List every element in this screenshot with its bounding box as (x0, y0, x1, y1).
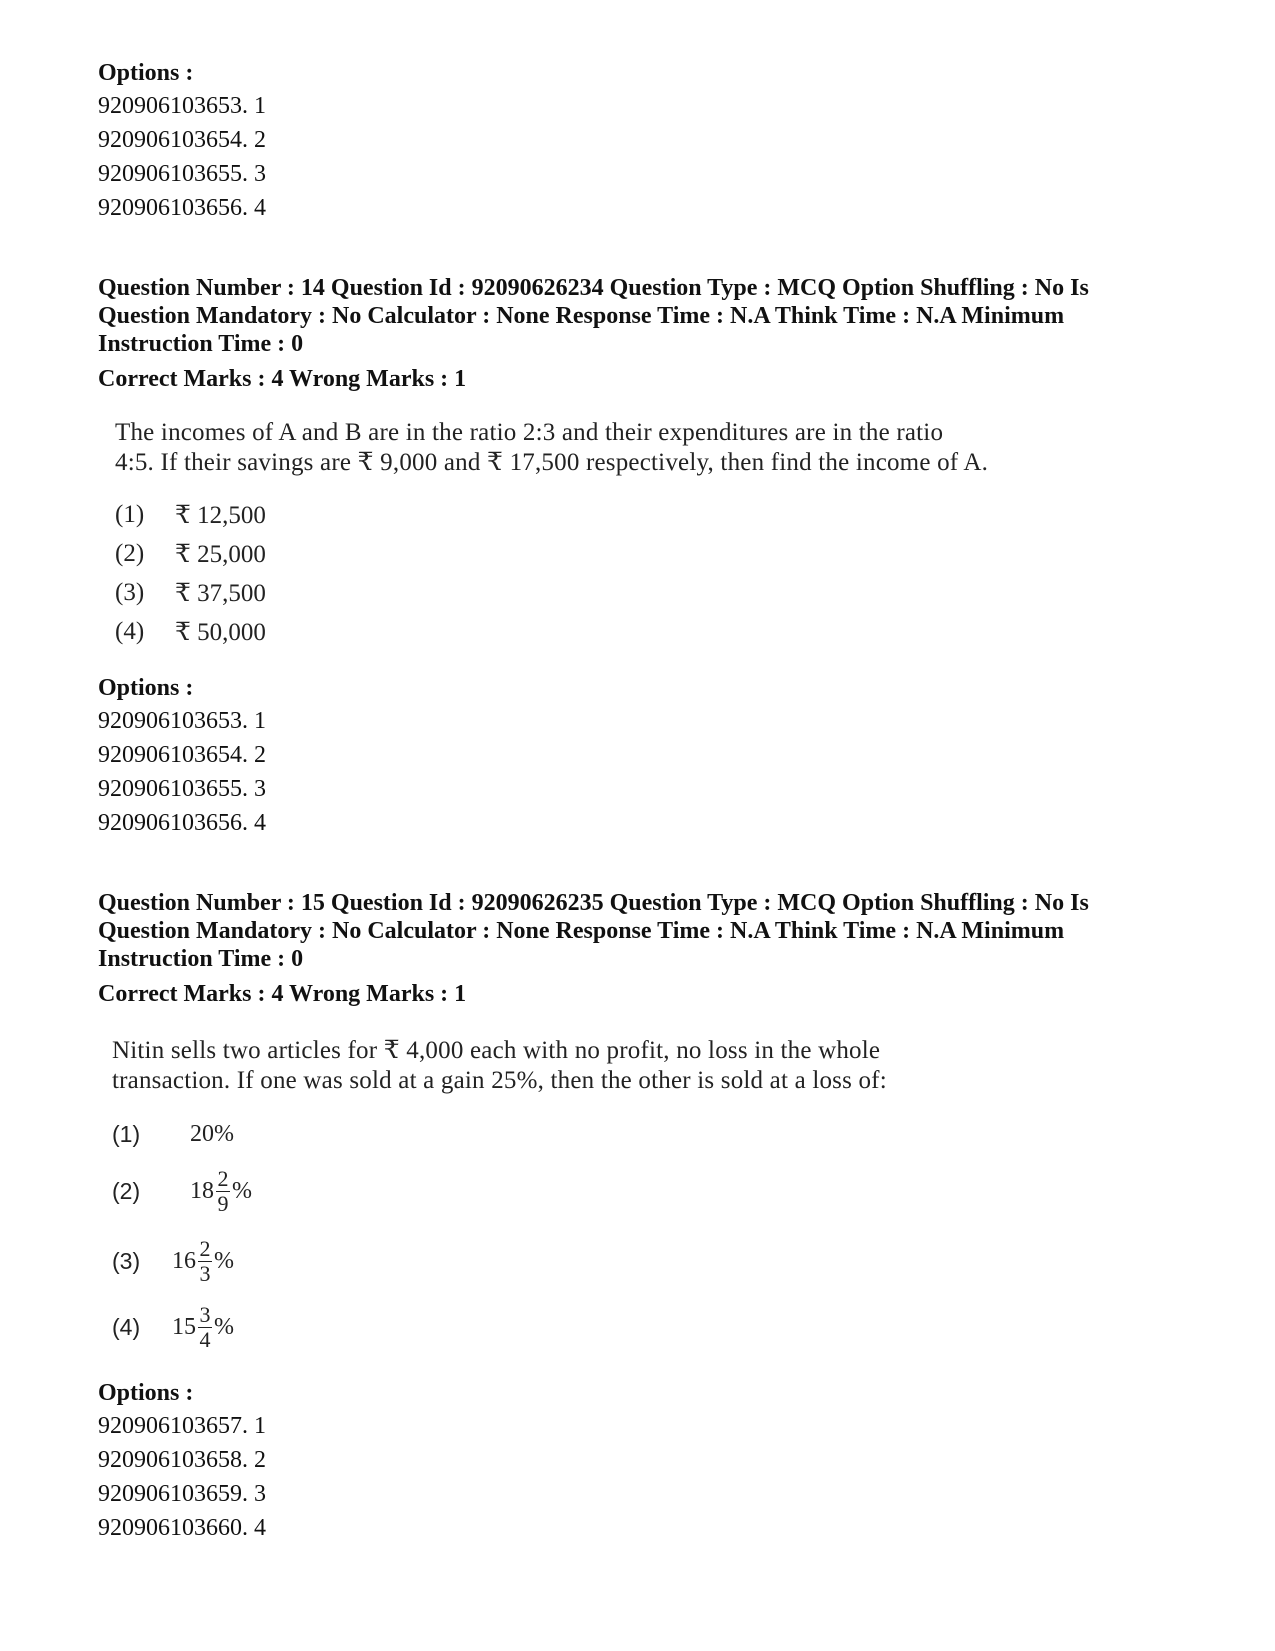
question-text-line: transaction. If one was sold at a gain 25%, then the other is sold at a loss of: (112, 1067, 887, 1094)
question-marks: Correct Marks : 4 Wrong Marks : 1 (98, 981, 467, 1007)
choice-number: (1) (112, 1120, 141, 1147)
choice-text: ₹ 25,000 (175, 541, 266, 568)
option-id: 920906103656. 4 (98, 195, 266, 221)
option-id: 920906103654. 2 (98, 742, 266, 768)
fraction-numerator: 2 (217, 1165, 229, 1191)
choice-3 (115, 578, 266, 608)
question-text-line: 4:5. If their savings are ₹ 9,000 and ₹ 17,500 respectively, then find the income of A. (115, 449, 989, 476)
choice-text: ₹ 50,000 (175, 619, 266, 646)
choice-number: (2) (115, 540, 145, 567)
question-meta: Question Number : 15 Question Id : 92090626235 Question Type : MCQ Option Shuffling : No Is Question Mandatory : No Calculator : None Response Time : N.A Think Time : N.A Minimum Instruction Time : 0 (98, 890, 1089, 972)
choice-suffix: % (214, 1313, 234, 1340)
choice-mixed-fraction (172, 1235, 234, 1286)
option-id: 920906103653. 1 (98, 93, 266, 119)
fraction (198, 1235, 212, 1286)
option-id: 920906103655. 3 (98, 776, 266, 802)
choice-whole: 20% (190, 1120, 234, 1147)
choice-2 (115, 539, 266, 569)
choice-text: ₹ 37,500 (175, 580, 266, 607)
options-block-15 (98, 1377, 266, 1545)
question-14-header (98, 274, 1178, 394)
options-label: Options : (98, 1380, 194, 1406)
option-id: 920906103660. 4 (98, 1515, 266, 1541)
choice-4 (112, 1298, 234, 1356)
choice-mixed-fraction (190, 1165, 252, 1216)
option-id: 920906103654. 2 (98, 127, 266, 153)
choice-mixed-fraction (172, 1301, 234, 1352)
option-id: 920906103658. 2 (98, 1447, 266, 1473)
choice-number: (3) (112, 1247, 141, 1274)
fraction-denominator: 3 (199, 1260, 211, 1286)
option-id: 920906103659. 3 (98, 1481, 266, 1507)
question-marks: Correct Marks : 4 Wrong Marks : 1 (98, 366, 467, 392)
fraction (198, 1301, 212, 1352)
choice-3 (112, 1232, 234, 1290)
question-15-text (112, 1036, 887, 1096)
option-id: 920906103655. 3 (98, 161, 266, 187)
choice-1 (112, 1118, 234, 1150)
fraction-denominator: 4 (199, 1326, 211, 1352)
choice-2 (112, 1162, 252, 1220)
fraction-numerator: 3 (199, 1301, 211, 1327)
choice-number: (3) (115, 579, 145, 606)
choice-whole: 18 (190, 1177, 214, 1204)
question-15-header (98, 889, 1178, 1009)
choice-number: (2) (112, 1177, 141, 1204)
question-text-line: Nitin sells two articles for ₹ 4,000 each with no profit, no loss in the whole (112, 1037, 881, 1064)
question-14-text (115, 418, 988, 478)
choice-number: (4) (112, 1313, 141, 1340)
choice-text (190, 1121, 234, 1148)
options-label: Options : (98, 60, 194, 86)
choice-number: (1) (115, 501, 145, 528)
choice-4 (115, 617, 266, 647)
choice-whole: 15 (172, 1313, 196, 1340)
option-id: 920906103653. 1 (98, 708, 266, 734)
option-id: 920906103657. 1 (98, 1413, 266, 1439)
choice-whole: 16 (172, 1247, 196, 1274)
options-block-14 (98, 672, 266, 840)
choice-text: ₹ 12,500 (175, 502, 266, 529)
options-label: Options : (98, 675, 194, 701)
choice-1 (115, 500, 266, 530)
question-text-line: The incomes of A and B are in the ratio 2:3 and their expenditures are in the ratio (115, 419, 944, 446)
option-id: 920906103656. 4 (98, 810, 266, 836)
choice-suffix: % (214, 1247, 234, 1274)
fraction-numerator: 2 (199, 1235, 211, 1261)
choice-suffix: % (232, 1177, 252, 1204)
fraction (216, 1165, 230, 1216)
fraction-denominator: 9 (217, 1190, 229, 1216)
options-block-prev (98, 57, 266, 225)
question-meta: Question Number : 14 Question Id : 92090626234 Question Type : MCQ Option Shuffling : No Is Question Mandatory : No Calculator : None Response Time : N.A Think Time : N.A Minimum Instruction Time : 0 (98, 275, 1089, 357)
choice-number: (4) (115, 618, 145, 645)
